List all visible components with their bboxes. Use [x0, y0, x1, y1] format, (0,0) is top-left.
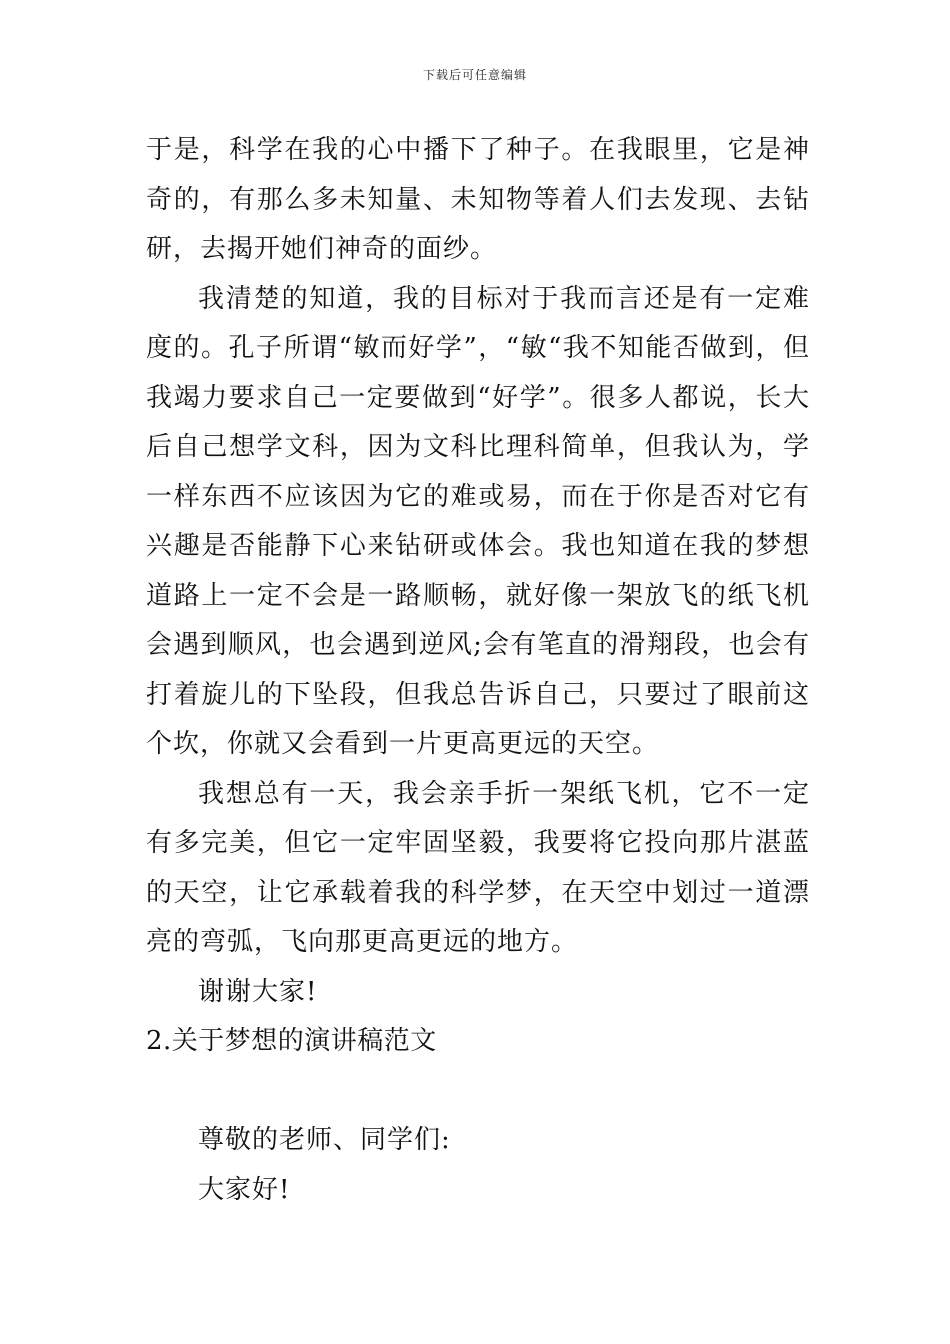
blank-line	[146, 1067, 810, 1117]
salutation: 尊敬的老师、同学们:	[198, 1125, 451, 1155]
paragraph-3: 我想总有一天，我会亲手折一架纸飞机，它不一定有多完美，但它一定牢固坚毅，我要将它投向那片湛蓝的天空，让它承载着我的科学梦，在天空中划过一道漂亮的弯弧，飞向那更高更远的地方。	[146, 778, 810, 957]
page-header-note: 下载后可任意编辑	[422, 68, 527, 82]
section-heading: 2.关于梦想的演讲稿范文	[146, 1026, 437, 1056]
paragraph-1: 于是，科学在我的心中播下了种子。在我眼里，它是神奇的，有那么多未知量、未知物等着人们去发现、去钻研，去揭开她们神奇的面纱。	[146, 135, 810, 264]
paragraph-2: 我清楚的知道，我的目标对于我而言还是有一定难度的。孔子所谓“敏而好学”，“敏“我不知能否做到，但我竭力要求自己一定要做到“好学”。很多人都说，长大后自己想学文科，因为文科比理科简单，但我认为，学一样东西不应该因为它的难或易，而在于你是否对它有兴趣是否能静下心来钻研或体会。我也知道在我的梦想道路上一定不会是一路顺畅，就好像一架放飞的纸飞机会遇到顺风，也会遇到逆风;会有笔直的滑翔段，也会有打着旋儿的下坠段，但我总告诉自己，只要过了眼前这个坎，你就又会看到一片更高更远的天空。	[146, 283, 810, 759]
document-body	[146, 126, 810, 1215]
closing-thanks: 谢谢大家!	[198, 976, 318, 1007]
greeting: 大家好!	[198, 1174, 291, 1205]
